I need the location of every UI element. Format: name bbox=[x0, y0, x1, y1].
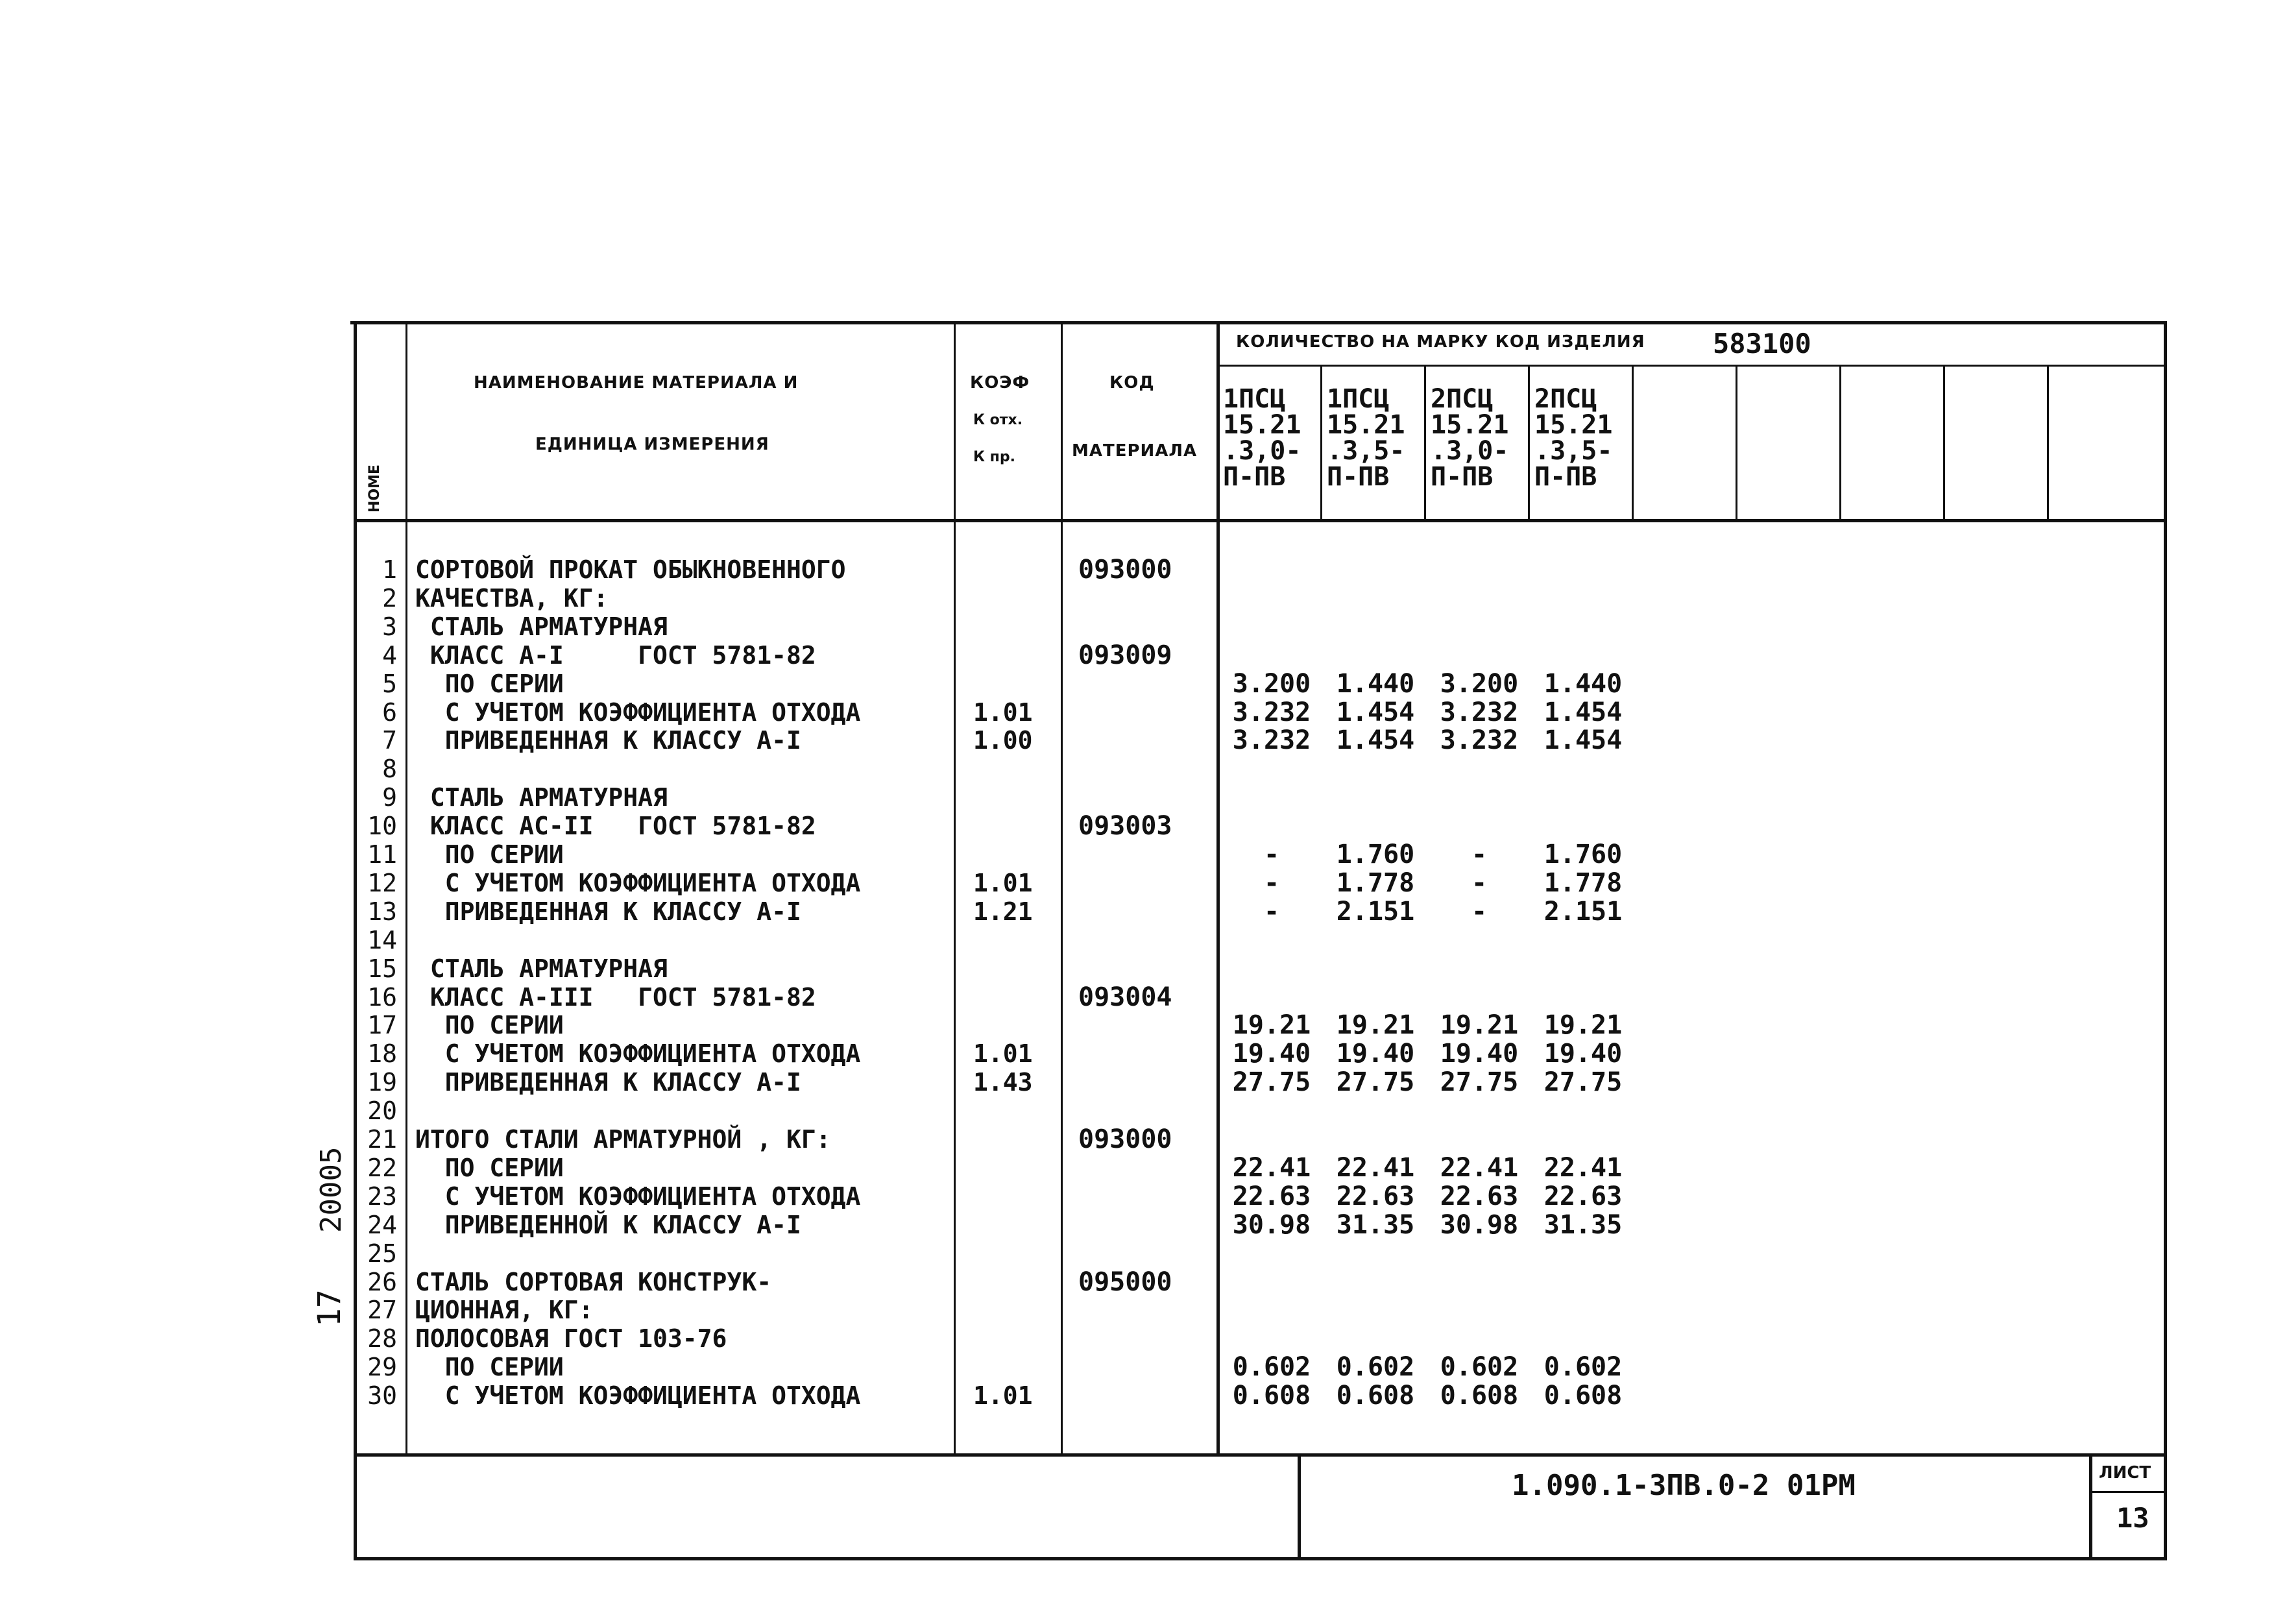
row-number: 13 bbox=[367, 897, 397, 926]
row-number: 27 bbox=[367, 1296, 397, 1324]
material-name: ПО СЕРИИ bbox=[415, 1154, 564, 1182]
quantity-value: 0.602 bbox=[1440, 1352, 1519, 1382]
quantity-value: 22.63 bbox=[1543, 1182, 1623, 1211]
quantity-value: 0.608 bbox=[1232, 1381, 1311, 1411]
quantity-value: 0.602 bbox=[1336, 1352, 1415, 1382]
material-code: 093004 bbox=[1078, 982, 1172, 1012]
material-name: С УЧЕТОМ КОЭФФИЦИЕНТА ОТХОДА bbox=[415, 1039, 861, 1068]
quantity-value: 3.200 bbox=[1440, 669, 1519, 699]
coefficient: 1.21 bbox=[973, 897, 1033, 926]
quantity-value: 22.63 bbox=[1440, 1182, 1519, 1211]
quantity-value: 22.41 bbox=[1440, 1153, 1519, 1183]
material-name: С УЧЕТОМ КОЭФФИЦИЕНТА ОТХОДА bbox=[415, 1182, 861, 1211]
row-number: 23 bbox=[367, 1182, 397, 1211]
row-number: 16 bbox=[367, 983, 397, 1012]
coefficient: 1.01 bbox=[973, 869, 1033, 897]
material-name: ПО СЕРИИ bbox=[415, 840, 564, 869]
quantity-value: 3.200 bbox=[1232, 669, 1311, 699]
row-number: 2 bbox=[382, 584, 397, 612]
quantity-value: 19.40 bbox=[1232, 1039, 1311, 1069]
quantity-value: 19.40 bbox=[1440, 1039, 1519, 1069]
quantity-value: 1.440 bbox=[1543, 669, 1623, 699]
quantity-value: 27.75 bbox=[1543, 1067, 1623, 1097]
quantity-header-title: КОЛИЧЕСТВО НА МАРКУ КОД ИЗДЕЛИЯ bbox=[1236, 332, 1645, 352]
coef-header-line2: К отх. bbox=[973, 412, 1023, 428]
quantity-value: 19.21 bbox=[1543, 1010, 1623, 1040]
quantity-value: 3.232 bbox=[1232, 697, 1311, 727]
row-number: 17 bbox=[367, 1011, 397, 1039]
row-number: 24 bbox=[367, 1211, 397, 1239]
material-code: 095000 bbox=[1078, 1267, 1172, 1297]
quantity-value: - bbox=[1471, 868, 1488, 898]
quantity-value: 27.75 bbox=[1440, 1067, 1519, 1097]
quantity-value: 3.232 bbox=[1232, 725, 1311, 755]
material-name: СТАЛЬ АРМАТУРНАЯ bbox=[415, 783, 668, 812]
quantity-value: 19.40 bbox=[1543, 1039, 1623, 1069]
material-code: 093000 bbox=[1078, 1124, 1172, 1154]
quantity-value: 2.151 bbox=[1336, 897, 1415, 927]
row-number: 4 bbox=[382, 641, 397, 670]
quantity-value: - bbox=[1471, 840, 1488, 869]
row-number: 6 bbox=[382, 698, 397, 727]
quantity-value: 22.63 bbox=[1336, 1182, 1415, 1211]
material-code: 093009 bbox=[1078, 640, 1172, 670]
quantity-value: 1.454 bbox=[1336, 725, 1415, 755]
material-name: ПРИВЕДЕННАЯ К КЛАССУ А-I bbox=[415, 726, 801, 755]
row-number: 18 bbox=[367, 1039, 397, 1068]
quantity-value: 1.454 bbox=[1543, 725, 1623, 755]
quantity-value: - bbox=[1263, 897, 1280, 927]
material-name: ПО СЕРИИ bbox=[415, 1011, 564, 1039]
row-number: 28 bbox=[367, 1324, 397, 1353]
row-number: 12 bbox=[367, 869, 397, 897]
row-number: 30 bbox=[367, 1381, 397, 1410]
quantity-value: 1.454 bbox=[1543, 697, 1623, 727]
quantity-value: 1.778 bbox=[1336, 868, 1415, 898]
product-col-4: 2ПСЦ 15.21 .3,5- П-ПВ bbox=[1534, 384, 1613, 492]
code-header-line2: МАТЕРИАЛА bbox=[1072, 441, 1198, 461]
quantity-value: 27.75 bbox=[1336, 1067, 1415, 1097]
quantity-value: 30.98 bbox=[1232, 1210, 1311, 1240]
quantity-value: 0.608 bbox=[1543, 1381, 1623, 1411]
material-name: КЛАСС АС-II ГОСТ 5781-82 bbox=[415, 812, 816, 840]
row-number: 21 bbox=[367, 1125, 397, 1154]
document-code: 1.090.1-3ПВ.0-2 01РМ bbox=[1512, 1469, 1856, 1502]
sheet-number: 13 bbox=[2116, 1502, 2149, 1534]
quantity-value: 1.760 bbox=[1336, 840, 1415, 869]
material-name: ЦИОННАЯ, КГ: bbox=[415, 1296, 594, 1324]
quantity-value: 22.41 bbox=[1232, 1153, 1311, 1183]
quantity-value: - bbox=[1471, 897, 1488, 927]
material-name: ПРИВЕДЕННАЯ К КЛАССУ А-I bbox=[415, 897, 801, 926]
material-name: СТАЛЬ СОРТОВАЯ КОНСТРУК- bbox=[415, 1268, 772, 1296]
quantity-value: 2.151 bbox=[1543, 897, 1623, 927]
material-name: ИТОГО СТАЛИ АРМАТУРНОЙ , КГ: bbox=[415, 1125, 831, 1154]
quantity-value: 0.602 bbox=[1232, 1352, 1311, 1382]
quantity-value: 30.98 bbox=[1440, 1210, 1519, 1240]
product-col-2: 1ПСЦ 15.21 .3,5- П-ПВ bbox=[1327, 384, 1405, 492]
quantity-value: 22.63 bbox=[1232, 1182, 1311, 1211]
material-name: ПРИВЕДЕННОЙ К КЛАССУ А-I bbox=[415, 1211, 801, 1239]
quantity-value: 19.21 bbox=[1336, 1010, 1415, 1040]
material-name: КЛАСС А-III ГОСТ 5781-82 bbox=[415, 983, 816, 1012]
row-number: 1 bbox=[382, 555, 397, 584]
quantity-value: 27.75 bbox=[1232, 1067, 1311, 1097]
material-name: ПРИВЕДЕННАЯ К КЛАССУ А-I bbox=[415, 1068, 801, 1097]
sheet-label: ЛИСТ bbox=[2099, 1463, 2151, 1483]
material-name: КАЧЕСТВА, КГ: bbox=[415, 584, 609, 612]
row-number-header: НОМЕ bbox=[367, 464, 383, 513]
row-number: 11 bbox=[367, 840, 397, 869]
row-number: 7 bbox=[382, 726, 397, 755]
quantity-value: 1.440 bbox=[1336, 669, 1415, 699]
product-col-3: 2ПСЦ 15.21 .3,0- П-ПВ bbox=[1431, 384, 1509, 492]
row-number: 15 bbox=[367, 954, 397, 983]
material-name: КЛАСС А-I ГОСТ 5781-82 bbox=[415, 641, 816, 670]
row-number: 8 bbox=[382, 755, 397, 783]
quantity-value: 22.41 bbox=[1543, 1153, 1623, 1183]
row-number: 20 bbox=[367, 1097, 397, 1125]
material-name: СТАЛЬ АРМАТУРНАЯ bbox=[415, 612, 668, 641]
row-number: 10 bbox=[367, 812, 397, 840]
product-code: 583100 bbox=[1713, 328, 1811, 359]
quantity-value: 1.760 bbox=[1543, 840, 1623, 869]
row-number: 22 bbox=[367, 1154, 397, 1182]
quantity-value: 19.40 bbox=[1336, 1039, 1415, 1069]
coef-header-line3: К пр. bbox=[973, 449, 1015, 465]
coefficient: 1.01 bbox=[973, 1381, 1033, 1410]
coef-header-line1: КОЭФ bbox=[970, 373, 1030, 393]
quantity-value: 1.778 bbox=[1543, 868, 1623, 898]
quantity-value: 0.608 bbox=[1336, 1381, 1415, 1411]
row-number: 19 bbox=[367, 1068, 397, 1097]
inventory-number: 20005 bbox=[315, 1146, 348, 1233]
coefficient: 1.01 bbox=[973, 698, 1033, 727]
material-name: С УЧЕТОМ КОЭФФИЦИЕНТА ОТХОДА bbox=[415, 869, 861, 897]
row-number: 9 bbox=[382, 783, 397, 812]
quantity-value: 22.41 bbox=[1336, 1153, 1415, 1183]
row-number: 14 bbox=[367, 926, 397, 954]
product-col-1: 1ПСЦ 15.21 .3,0- П-ПВ bbox=[1223, 384, 1301, 492]
quantity-value: 31.35 bbox=[1336, 1210, 1415, 1240]
row-number: 29 bbox=[367, 1353, 397, 1381]
quantity-value: 3.232 bbox=[1440, 725, 1519, 755]
material-name: ПО СЕРИИ bbox=[415, 670, 564, 698]
quantity-value: - bbox=[1263, 868, 1280, 898]
material-name: С УЧЕТОМ КОЭФФИЦИЕНТА ОТХОДА bbox=[415, 698, 861, 727]
material-name: СОРТОВОЙ ПРОКАТ ОБЫКНОВЕННОГО bbox=[415, 555, 846, 584]
quantity-value: 19.21 bbox=[1440, 1010, 1519, 1040]
coefficient: 1.01 bbox=[973, 1039, 1033, 1068]
page-mark: 17 bbox=[311, 1289, 348, 1327]
code-header-line1: КОД bbox=[1109, 373, 1155, 393]
material-code: 093000 bbox=[1078, 555, 1172, 585]
row-number: 5 bbox=[382, 670, 397, 698]
material-name: СТАЛЬ АРМАТУРНАЯ bbox=[415, 954, 668, 983]
material-name: ПОЛОСОВАЯ ГОСТ 103-76 bbox=[415, 1324, 727, 1353]
quantity-value: 0.602 bbox=[1543, 1352, 1623, 1382]
material-name: С УЧЕТОМ КОЭФФИЦИЕНТА ОТХОДА bbox=[415, 1381, 861, 1410]
quantity-value: 0.608 bbox=[1440, 1381, 1519, 1411]
name-header-line1: НАИМЕНОВАНИЕ МАТЕРИАЛА И bbox=[474, 373, 799, 393]
row-number: 3 bbox=[382, 612, 397, 641]
quantity-value: 3.232 bbox=[1440, 697, 1519, 727]
row-number: 25 bbox=[367, 1239, 397, 1268]
quantity-value: 1.454 bbox=[1336, 697, 1415, 727]
quantity-value: - bbox=[1263, 840, 1280, 869]
quantity-value: 19.21 bbox=[1232, 1010, 1311, 1040]
name-header-line2: ЕДИНИЦА ИЗМЕРЕНИЯ bbox=[535, 435, 769, 454]
row-number: 26 bbox=[367, 1268, 397, 1296]
quantity-value: 31.35 bbox=[1543, 1210, 1623, 1240]
coefficient: 1.00 bbox=[973, 726, 1033, 755]
material-name: ПО СЕРИИ bbox=[415, 1353, 564, 1381]
coefficient: 1.43 bbox=[973, 1068, 1033, 1097]
material-code: 093003 bbox=[1078, 811, 1172, 841]
